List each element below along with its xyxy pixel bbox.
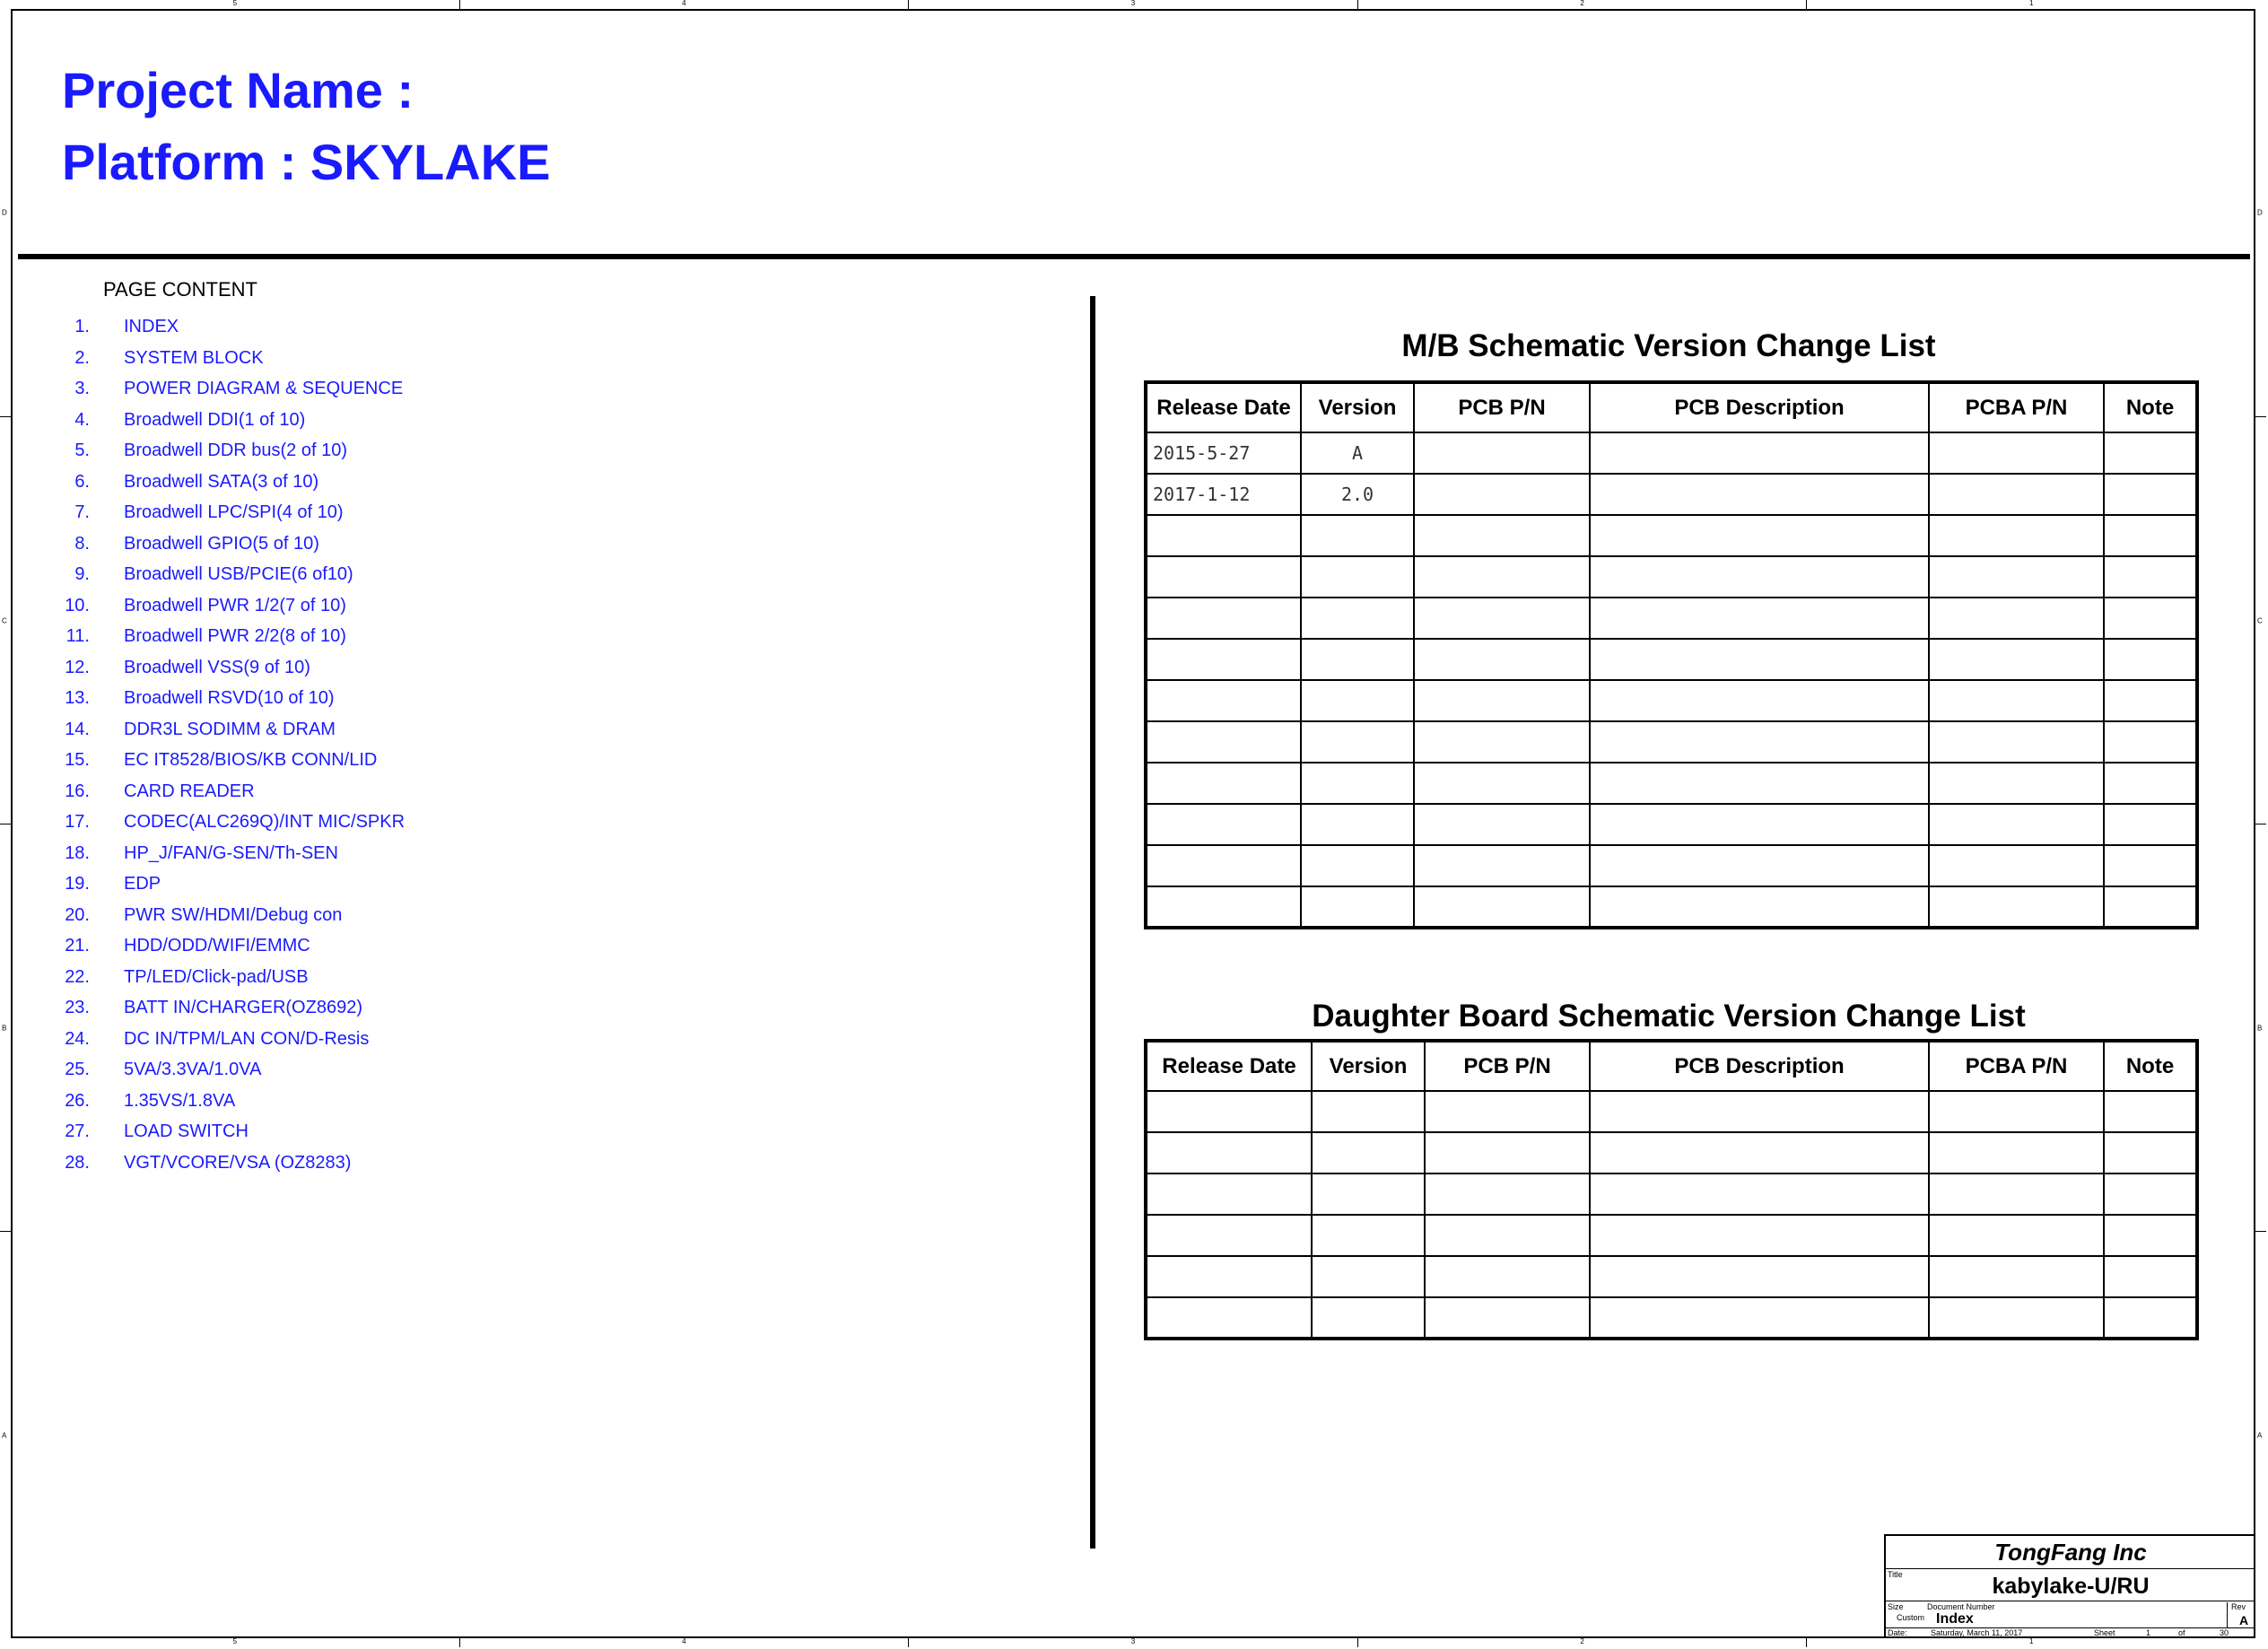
table-cell	[1414, 804, 1590, 845]
project-name: Project Name :	[62, 62, 414, 118]
table-cell	[1590, 886, 1929, 928]
page-title: INDEX	[124, 317, 179, 336]
release-date-cell	[1146, 763, 1301, 804]
page-title: Broadwell RSVD(10 of 10)	[124, 688, 335, 708]
ruler-cell	[11, 1638, 459, 1647]
ruler-cell	[0, 9, 11, 416]
page-number: 15.	[65, 750, 90, 770]
table-cell	[1590, 556, 1929, 598]
title-label: Title	[1888, 1570, 1903, 1579]
version-cell	[1301, 804, 1414, 845]
page-content-item	[54, 967, 405, 999]
table-cell	[2104, 845, 2197, 886]
ruler-cell	[11, 0, 459, 9]
page-title: LOAD SWITCH	[124, 1121, 249, 1141]
ruler-cell	[2255, 9, 2266, 416]
table-cell	[1414, 598, 1590, 639]
table-cell	[1146, 1297, 1312, 1339]
page-number: 14.	[65, 719, 90, 739]
table-cell	[1414, 680, 1590, 721]
page-number: 17.	[65, 812, 90, 832]
table-cell	[1590, 515, 1929, 556]
document-number: Index	[1936, 1611, 1974, 1627]
table-cell	[1425, 1091, 1590, 1132]
page-title: 5VA/3.3VA/1.0VA	[124, 1060, 262, 1079]
ruler-cell	[2255, 824, 2266, 1231]
column-header: Note	[2104, 1041, 2197, 1091]
platform-name: Platform : SKYLAKE	[62, 134, 551, 190]
column-header: PCB P/N	[1414, 382, 1590, 432]
page-content-item	[54, 564, 405, 596]
table-cell	[1590, 1256, 1929, 1297]
db-version-table	[1144, 1039, 2199, 1340]
sheet-total: 30	[2220, 1628, 2229, 1637]
table-cell	[1146, 1132, 1312, 1173]
version-cell	[1301, 845, 1414, 886]
ruler-label: 3	[1130, 1637, 1136, 1645]
page-content-item	[54, 874, 405, 905]
table-cell	[1929, 1091, 2104, 1132]
column-header: PCB Description	[1590, 1041, 1929, 1091]
page-title: EDP	[124, 874, 161, 894]
table-cell	[1590, 598, 1929, 639]
ruler-cell	[2255, 416, 2266, 824]
table-cell	[1414, 515, 1590, 556]
version-cell: 2.0	[1301, 474, 1414, 515]
page-content-item	[54, 905, 405, 937]
ruler-label: 2	[1580, 1637, 1584, 1645]
page-title: Broadwell GPIO(5 of 10)	[124, 533, 319, 554]
page-title: Broadwell SATA(3 of 10)	[124, 471, 319, 492]
top-ruler	[11, 0, 2255, 9]
release-date-cell	[1146, 804, 1301, 845]
page-number: 9.	[74, 564, 90, 584]
table-cell	[1312, 1256, 1425, 1297]
ruler-label: A	[2257, 1431, 2263, 1439]
table-row	[1146, 804, 2197, 845]
table-cell	[1590, 639, 1929, 680]
table-cell	[1929, 639, 2104, 680]
table-cell	[1929, 886, 2104, 928]
page-number: 11.	[65, 626, 90, 646]
table-cell	[2104, 721, 2197, 763]
rev-label: Rev	[2227, 1602, 2246, 1627]
table-cell	[1590, 845, 1929, 886]
table-cell	[2104, 432, 2197, 474]
page-number: 21.	[65, 936, 90, 955]
version-cell	[1301, 639, 1414, 680]
ruler-cell	[1357, 1638, 1807, 1647]
page-title: PWR SW/HDMI/Debug con	[124, 904, 343, 925]
table-cell	[1146, 1091, 1312, 1132]
table-row	[1146, 598, 2197, 639]
ruler-label: B	[2, 1024, 7, 1032]
version-cell	[1301, 515, 1414, 556]
version-cell	[1301, 886, 1414, 928]
table-cell	[2104, 1256, 2197, 1297]
ruler-label: A	[2, 1431, 7, 1439]
table-row	[1146, 1091, 2197, 1132]
sheet-label: Sheet	[2094, 1628, 2115, 1637]
table-cell	[1929, 1132, 2104, 1173]
table-row	[1146, 1215, 2197, 1256]
page-title: DDR3L SODIMM & DRAM	[124, 719, 336, 739]
table-cell	[1929, 804, 2104, 845]
table-cell	[1590, 1215, 1929, 1256]
page-content-item	[54, 812, 405, 843]
version-cell	[1301, 721, 1414, 763]
table-row	[1146, 680, 2197, 721]
ruler-label: C	[2, 616, 7, 624]
page-content-item	[54, 998, 405, 1029]
ruler-label: B	[2257, 1024, 2263, 1032]
page-title: HP_J/FAN/G-SEN/Th-SEN	[124, 842, 338, 863]
page-title: BATT IN/CHARGER(OZ8692)	[124, 998, 362, 1017]
table-cell	[2104, 639, 2197, 680]
page-number: 20.	[65, 904, 90, 925]
left-ruler	[0, 9, 11, 1638]
table-cell	[1425, 1297, 1590, 1339]
page-content-item	[54, 936, 405, 967]
page-content-item	[54, 1060, 405, 1091]
version-cell	[1301, 680, 1414, 721]
page-number: 22.	[65, 966, 90, 987]
of-label: of	[2178, 1628, 2185, 1637]
table-row	[1146, 1297, 2197, 1339]
ruler-cell	[1357, 0, 1807, 9]
table-cell	[1929, 680, 2104, 721]
ruler-label: D	[2, 208, 7, 217]
table-cell	[1414, 432, 1590, 474]
table-cell	[1929, 1297, 2104, 1339]
document-number-label: Document Number	[1927, 1602, 1995, 1611]
mb-version-table	[1144, 380, 2199, 929]
release-date-cell	[1146, 845, 1301, 886]
page-number: 3.	[74, 379, 90, 398]
ruler-cell	[459, 1638, 909, 1647]
mb-table-title: M/B Schematic Version Change List	[1401, 328, 1936, 363]
page-number: 19.	[65, 874, 90, 894]
table-cell	[2104, 1091, 2197, 1132]
table-cell	[1929, 556, 2104, 598]
ruler-label: 1	[2028, 1637, 2034, 1645]
table-row	[1146, 845, 2197, 886]
page-number: 26.	[65, 1090, 90, 1111]
table-cell	[1590, 804, 1929, 845]
table-cell	[2104, 474, 2197, 515]
column-header: PCBA P/N	[1929, 1041, 2104, 1091]
table-cell	[1146, 1256, 1312, 1297]
page-content-item	[54, 317, 405, 348]
page-title: DC IN/TPM/LAN CON/D-Resis	[124, 1028, 370, 1049]
table-cell	[1929, 515, 2104, 556]
release-date-cell: 2017-1-12	[1146, 474, 1301, 515]
table-row	[1146, 1132, 2197, 1173]
release-date-cell	[1146, 639, 1301, 680]
page-title: Broadwell PWR 2/2(8 of 10)	[124, 626, 346, 646]
page-title: Broadwell USB/PCIE(6 of10)	[124, 564, 353, 584]
page-title: Broadwell LPC/SPI(4 of 10)	[124, 502, 344, 522]
table-cell	[1590, 1173, 1929, 1215]
table-cell	[1929, 1215, 2104, 1256]
page-number: 5.	[74, 441, 90, 460]
page-content-item	[54, 1091, 405, 1122]
right-ruler	[2255, 9, 2266, 1638]
table-cell	[1929, 432, 2104, 474]
column-header: Note	[2104, 382, 2197, 432]
column-header: Release Date	[1146, 1041, 1312, 1091]
page-content-item	[54, 626, 405, 658]
release-date-cell	[1146, 680, 1301, 721]
page-title: TP/LED/Click-pad/USB	[124, 966, 309, 987]
table-cell	[1590, 1091, 1929, 1132]
page-number: 25.	[65, 1060, 90, 1079]
table-cell	[1590, 721, 1929, 763]
table-cell	[1590, 474, 1929, 515]
table-cell	[1590, 1297, 1929, 1339]
table-cell	[2104, 1297, 2197, 1339]
page-number: 4.	[74, 409, 90, 430]
page-number: 18.	[65, 842, 90, 863]
page-title: CODEC(ALC269Q)/INT MIC/SPKR	[124, 812, 406, 832]
table-cell	[2104, 556, 2197, 598]
version-cell	[1301, 763, 1414, 804]
page-content-item	[54, 781, 405, 813]
page-number: 1.	[74, 317, 90, 336]
table-cell	[1425, 1256, 1590, 1297]
table-row	[1146, 432, 2197, 474]
table-cell	[2104, 1132, 2197, 1173]
table-cell	[1590, 763, 1929, 804]
page-number: 24.	[65, 1028, 90, 1049]
table-row	[1146, 639, 2197, 680]
release-date-cell	[1146, 598, 1301, 639]
page-content-item	[54, 502, 405, 534]
column-header: Release Date	[1146, 382, 1301, 432]
table-cell	[1414, 886, 1590, 928]
table-cell	[1425, 1173, 1590, 1215]
page-title: CARD READER	[124, 781, 255, 801]
table-row	[1146, 474, 2197, 515]
table-cell	[2104, 515, 2197, 556]
table-cell	[1414, 556, 1590, 598]
ruler-cell	[0, 1231, 11, 1638]
page-number: 27.	[65, 1121, 90, 1141]
ruler-label: C	[2257, 616, 2263, 624]
ruler-cell	[908, 0, 1357, 9]
table-cell	[1929, 1256, 2104, 1297]
page-number: 7.	[74, 502, 90, 522]
page-content-item	[54, 688, 405, 720]
ruler-label: 1	[2028, 0, 2034, 7]
table-row	[1146, 515, 2197, 556]
page-content-item	[54, 720, 405, 751]
drawing-title: kabylake-U/RU	[1992, 1574, 2150, 1599]
page-number: 10.	[65, 595, 90, 615]
release-date-cell: 2015-5-27	[1146, 432, 1301, 474]
table-cell	[1414, 721, 1590, 763]
page-number: 8.	[74, 533, 90, 554]
release-date-cell	[1146, 515, 1301, 556]
table-cell	[2104, 886, 2197, 928]
table-cell	[1146, 1215, 1312, 1256]
ruler-cell	[459, 0, 909, 9]
ruler-label: 4	[682, 0, 686, 7]
release-date-cell	[1146, 886, 1301, 928]
table-cell	[1312, 1297, 1425, 1339]
page-title: POWER DIAGRAM & SEQUENCE	[124, 379, 404, 398]
page-content-item	[54, 348, 405, 380]
table-cell	[1414, 474, 1590, 515]
ruler-cell	[0, 416, 11, 824]
table-cell	[1929, 763, 2104, 804]
version-cell: A	[1301, 432, 1414, 474]
table-cell	[2104, 598, 2197, 639]
table-cell	[1590, 1132, 1929, 1173]
table-row	[1146, 763, 2197, 804]
table-cell	[1590, 432, 1929, 474]
page-number: 16.	[65, 781, 90, 801]
ruler-label: D	[2257, 208, 2263, 217]
table-cell	[1929, 598, 2104, 639]
table-cell	[2104, 1215, 2197, 1256]
title-block	[1884, 1534, 2255, 1638]
page-content-item	[54, 750, 405, 781]
page-content-item	[54, 379, 405, 410]
version-cell	[1301, 598, 1414, 639]
rev-value: A	[2239, 1613, 2249, 1627]
page-title: VGT/VCORE/VSA (OZ8283)	[124, 1152, 352, 1173]
date-value: Saturday, March 11, 2017	[1931, 1628, 2023, 1637]
column-header: Version	[1301, 382, 1414, 432]
page-content-list	[54, 317, 405, 1183]
page-number: 6.	[74, 471, 90, 492]
page-number: 12.	[65, 657, 90, 677]
table-row	[1146, 1173, 2197, 1215]
page-content-item	[54, 472, 405, 503]
page-number: 23.	[65, 998, 90, 1017]
ruler-label: 5	[232, 0, 238, 7]
table-cell	[1929, 1173, 2104, 1215]
release-date-cell	[1146, 721, 1301, 763]
content-divider	[1090, 296, 1095, 1549]
column-header: PCB Description	[1590, 382, 1929, 432]
page-content-item	[54, 441, 405, 472]
ruler-cell	[2255, 1231, 2266, 1638]
page-content-header: PAGE CONTENT	[103, 278, 257, 301]
ruler-cell	[908, 1638, 1357, 1647]
page-content-item	[54, 596, 405, 627]
date-label: Date:	[1888, 1628, 1907, 1637]
table-cell	[1425, 1132, 1590, 1173]
ruler-label: 5	[232, 1637, 238, 1645]
page-title: Broadwell DDI(1 of 10)	[124, 409, 306, 430]
table-cell	[1312, 1215, 1425, 1256]
column-header: PCBA P/N	[1929, 382, 2104, 432]
table-cell	[1146, 1173, 1312, 1215]
page-title: Broadwell PWR 1/2(7 of 10)	[124, 595, 346, 615]
ruler-label: 4	[682, 1637, 686, 1645]
size-label: Size	[1888, 1602, 1904, 1611]
table-cell	[2104, 680, 2197, 721]
table-row	[1146, 886, 2197, 928]
header-divider	[18, 254, 2250, 259]
page-title: EC IT8528/BIOS/KB CONN/LID	[124, 750, 378, 770]
ruler-label: 3	[1130, 0, 1136, 7]
page-content-item	[54, 658, 405, 689]
table-cell	[1929, 474, 2104, 515]
page-title: HDD/ODD/WIFI/EMMC	[124, 936, 310, 955]
page-content-item	[54, 843, 405, 875]
page-number: 2.	[74, 347, 90, 368]
page-title: Broadwell DDR bus(2 of 10)	[124, 441, 347, 460]
table-cell	[1312, 1173, 1425, 1215]
table-cell	[1414, 845, 1590, 886]
page-content-item	[54, 1121, 405, 1153]
ruler-cell	[1806, 0, 2255, 9]
sheet-number: 1	[2146, 1628, 2151, 1637]
table-cell	[1590, 680, 1929, 721]
db-table-title: Daughter Board Schematic Version Change List	[1312, 999, 2026, 1034]
table-row	[1146, 721, 2197, 763]
page-number: 28.	[65, 1152, 90, 1173]
table-cell	[2104, 1173, 2197, 1215]
page-title: Broadwell VSS(9 of 10)	[124, 657, 310, 677]
table-cell	[1414, 639, 1590, 680]
ruler-label: 2	[1580, 0, 1584, 7]
table-cell	[1929, 845, 2104, 886]
table-row	[1146, 556, 2197, 598]
table-cell	[1414, 763, 1590, 804]
column-header: Version	[1312, 1041, 1425, 1091]
release-date-cell	[1146, 556, 1301, 598]
company-name: TongFang Inc	[1886, 1536, 2255, 1569]
table-cell	[1312, 1132, 1425, 1173]
version-cell	[1301, 556, 1414, 598]
table-cell	[1929, 721, 2104, 763]
page-title: 1.35VS/1.8VA	[124, 1090, 236, 1111]
table-cell	[2104, 763, 2197, 804]
table-cell	[2104, 804, 2197, 845]
page-content-item	[54, 410, 405, 441]
page-content-item	[54, 1153, 405, 1184]
size-value: Custom	[1897, 1613, 1925, 1622]
table-row	[1146, 1256, 2197, 1297]
table-cell	[1312, 1091, 1425, 1132]
ruler-cell	[0, 824, 11, 1231]
page-number: 13.	[65, 688, 90, 708]
page-content-item	[54, 534, 405, 565]
table-cell	[1425, 1215, 1590, 1256]
page-content-item	[54, 1029, 405, 1060]
page-title: SYSTEM BLOCK	[124, 347, 264, 368]
column-header: PCB P/N	[1425, 1041, 1590, 1091]
